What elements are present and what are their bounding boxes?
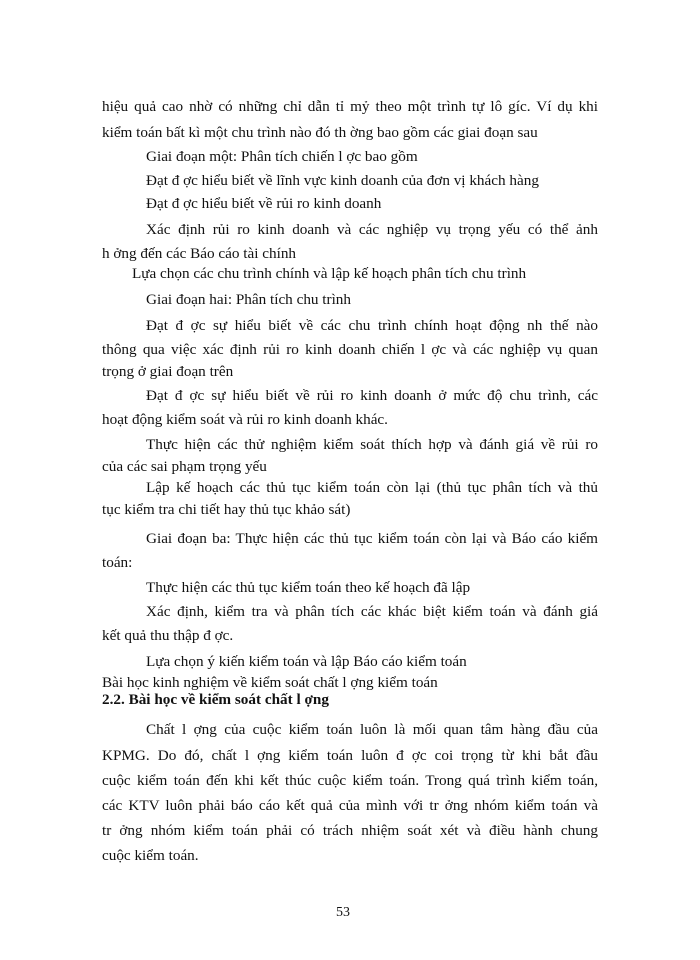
text-line: Xác định, kiểm tra và phân tích các khác biệt kiểm toán và đánh giá	[146, 603, 598, 620]
text-line: Thực hiện các thủ tục kiểm toán theo kế hoạch đã lập	[146, 579, 471, 596]
text-line: Giai đoạn một: Phân tích chiến l ợc bao gồm	[146, 148, 418, 165]
text-line: Đạt đ ợc hiểu biết về rủi ro kinh doanh	[146, 195, 382, 212]
text-line: kiểm toán bất kì một chu trình nào đó th ờng bao gồm các giai đoạn sau	[102, 124, 538, 141]
text-line: Giai đoạn ba: Thực hiện các thủ tục kiểm toán còn lại và Báo cáo kiểm	[146, 530, 598, 547]
text-line: KPMG. Do đó, chất l ợng kiểm toán luôn đ ợc coi trọng từ khi bắt đầu	[102, 747, 598, 764]
text-line: thông qua việc xác định rủi ro kinh doanh chiến l ợc và các nghiệp vụ quan	[102, 341, 598, 358]
text-line: trọng ở giai đoạn trên	[102, 363, 234, 380]
text-line: hoạt động kiểm soát và rủi ro kinh doanh khác.	[102, 411, 388, 428]
text-line: Đạt đ ợc sự hiểu biết về các chu trình chính hoạt động nh thế nào	[146, 317, 598, 334]
text-line: của các sai phạm trọng yếu	[102, 458, 267, 475]
text-line: Lựa chọn các chu trình chính và lập kế hoạch phân tích chu trình	[132, 265, 527, 282]
text-line: Đạt đ ợc hiểu biết về lĩnh vực kinh doanh của đơn vị khách hàng	[146, 172, 539, 189]
text-line: h ởng đến các Báo cáo tài chính	[102, 245, 297, 262]
section-heading: 2.2. Bài học về kiểm soát chất l ợng	[102, 691, 329, 708]
text-line: Lựa chọn ý kiến kiểm toán và lập Báo cáo kiểm toán	[146, 653, 467, 670]
text-line: Xác định rủi ro kinh doanh và các nghiệp vụ trọng yếu có thể ảnh	[146, 221, 598, 238]
text-line: Giai đoạn hai: Phân tích chu trình	[146, 291, 351, 308]
text-line: Chất l ợng của cuộc kiểm toán luôn là mối quan tâm hàng đầu của	[146, 721, 598, 738]
text-line: kết quả thu thập đ ợc.	[102, 627, 234, 644]
text-line: các KTV luôn phải báo cáo kết quả của mình với tr ởng nhóm kiểm toán và	[102, 797, 598, 814]
text-line: tr ởng nhóm kiểm toán phải có trách nhiệm soát xét và điều hành chung	[102, 822, 598, 839]
text-line: Bài học kinh nghiệm về kiểm soát chất l ợng kiểm toán	[102, 674, 438, 691]
text-line: cuộc kiểm toán đến khi kết thúc cuộc kiểm toán. Trong quá trình kiểm toán,	[102, 772, 598, 789]
page-number: 53	[336, 905, 350, 920]
text-line: Lập kế hoạch các thủ tục kiểm toán còn lại (thủ tục phân tích và thủ	[146, 479, 598, 496]
text-line: Đạt đ ợc sự hiểu biết về rủi ro kinh doanh ở mức độ chu trình, các	[146, 387, 598, 404]
text-line: toán:	[102, 554, 133, 571]
text-line: tục kiểm tra chi tiết hay thủ tục khảo sát)	[102, 501, 351, 518]
text-line: cuộc kiểm toán.	[102, 847, 199, 864]
text-line: Thực hiện các thử nghiệm kiểm soát thích hợp và đánh giá về rủi ro	[146, 436, 598, 453]
text-line: hiệu quả cao nhờ có những chỉ dẫn tỉ mỷ theo một trình tự lô gíc. Ví dụ khi	[102, 98, 598, 115]
